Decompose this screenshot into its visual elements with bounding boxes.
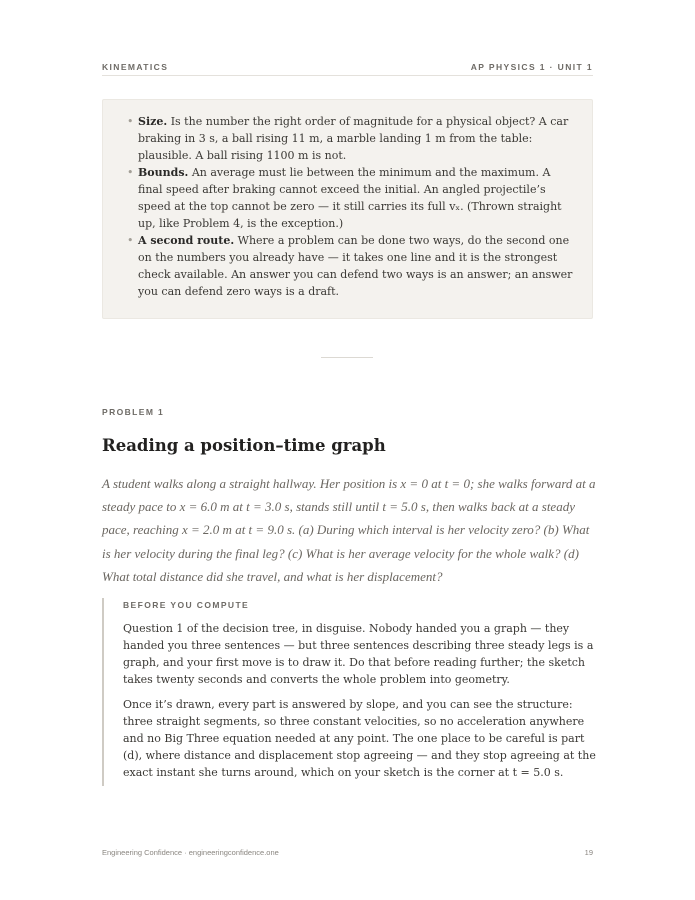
before-you-compute-aside [102,598,596,786]
problem-statement: A student walks along a straight hallway. Her position is x = 0 at t = 0; she walks forward at a steady pace to x = 6.0 m at t = 3.0 s, stands still until t = 5.0 s, then walks back at a steady pace, reaching x = 2.0 m at t = 9.0 s. (a) During which interval is her velocity zero? (b) What is her velocity during the final leg? (c) What is her average velocity for the whole walk? (d) What total distance did she travel, and what is her displacement? [102,476,596,584]
header-rule [102,75,593,76]
aside-paragraph: Question 1 of the decision tree, in disguise. Nobody handed you a graph — they handed you three sentences — but three sentences describing three steady legs is a graph, and your first move is to draw it. Do that before reading further; the sketch takes twenty seconds and converts the whole problem into geometry. [123,622,594,686]
check-term: Bounds. [138,166,189,179]
bullet-icon: • [127,234,134,247]
sanity-checks-box [102,99,593,319]
problem-eyebrow: PROBLEM 1 [102,407,165,417]
footer-site: Engineering Confidence · engineeringconfidence.one [102,848,279,857]
bullet-icon: • [127,115,134,128]
check-text: Is the number the right order of magnitude for a physical object? A car braking in 3 s, a ball rising 11 m, a marble landing 1 m from the table: plausible. A ball rising 1100 m is not. [138,115,569,162]
check-item-size [127,113,574,164]
check-term: A second route. [138,234,235,247]
section-divider [321,357,373,358]
header-course: AP PHYSICS 1 · UNIT 1 [470,62,593,72]
problem-title: Reading a position–time graph [102,436,386,455]
page-number: 19 [584,848,593,857]
bullet-icon: • [127,166,134,179]
header-section: KINEMATICS [102,62,169,72]
checks-list [127,113,574,300]
check-text: An average must lie between the minimum and the maximum. A final speed after braking cannot exceed the initial. An angled projectile’s speed at the top cannot be zero — it still carries its full vₓ. (Thrown straight up, like Problem 4, is the exception.) [138,166,562,230]
aside-label: BEFORE YOU COMPUTE [123,600,250,610]
check-text: Where a problem can be done two ways, do the second one on the numbers you already have — it takes one line and it is the strongest check available. An answer you can defend two ways is an answer; an answer you can defend zero ways is a draft. [138,234,573,298]
check-term: Size. [138,115,168,128]
running-header [102,62,593,72]
check-item-second-route [127,232,574,300]
check-item-bounds [127,164,574,232]
aside-paragraph: Once it’s drawn, every part is answered by slope, and you can see the structure: three straight segments, so three constant velocities, so no acceleration anywhere and no Big Three equation needed at any point. The one place to be careful is part (d), where distance and displacement stop agreeing — and they stop agreeing at the exact instant she turns around, which on your sketch is the corner at t = 5.0 s. [123,698,596,779]
